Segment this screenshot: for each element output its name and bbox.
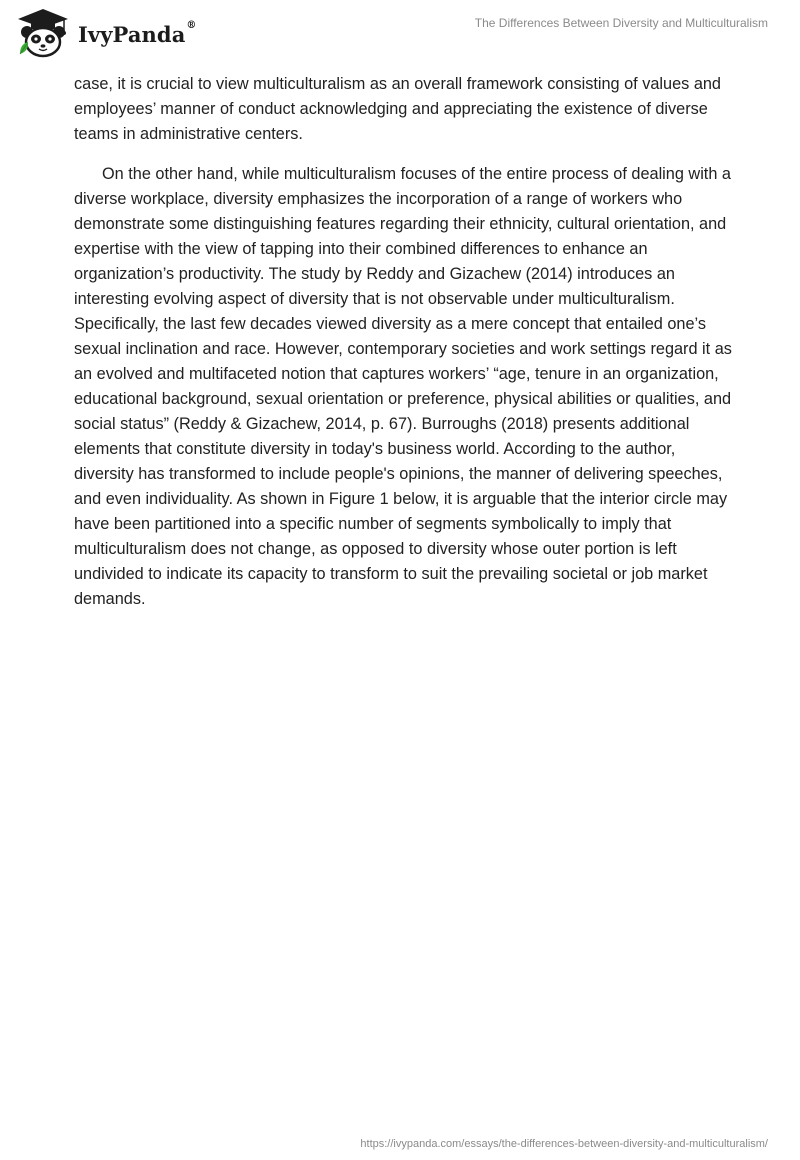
document-title: The Differences Between Diversity and Multiculturalism [474,16,768,30]
logo-wordmark: IvyPanda® [78,19,197,47]
footer-url-link[interactable]: https://ivypanda.com/essays/the-differences-between-diversity-and-multiculturalism/ [360,1138,768,1150]
page-header [0,0,800,70]
paragraph: On the other hand, while multiculturalism focuses of the entire process of dealing with a diverse workplace, diversity emphasizes the incorporation of a range of workers who demonstrate some distinguishing features regarding their ethnicity, cultural orientation, and expertise with the view of tapping into their combined differences to enhance an organization’s productivity. The study by Reddy and Gizachew (2014) introduces an interesting evolving aspect of diversity that is not observable under multiculturalism. Specifically, the last few decades viewed diversity as a mere concept that entailed one’s sexual inclination and race. However, contemporary societies and work settings regard it as an evolved and multifaceted notion that captures workers’ “age, tenure in an organization, educational background, sexual orientation or preference, physical abilities or qualities, and social status” (Reddy & Gizachew, 2014, p. 67). Burroughs (2018) presents additional elements that constitute diversity in today's business world. According to the author, diversity has transformed to include people's opinions, the manner of delivering speeches, and even individuality. As shown in Figure 1 below, it is arguable that the interior circle may have been partitioned into a specific number of segments symbolically to imply that multiculturalism does not change, as opposed to diversity whose outer portion is left undivided to indicate its capacity to transform to suit the prevailing societal or job market demands. [74,165,732,608]
ivypanda-logo[interactable] [14,6,197,60]
panda-graduate-icon [14,6,72,60]
paragraph: case, it is crucial to view multiculturalism as an overall framework consisting of values and employees’ manner of conduct acknowledging and appreciating the existence of diverse teams in administrative centers. [74,75,721,143]
essay-body [74,72,734,612]
